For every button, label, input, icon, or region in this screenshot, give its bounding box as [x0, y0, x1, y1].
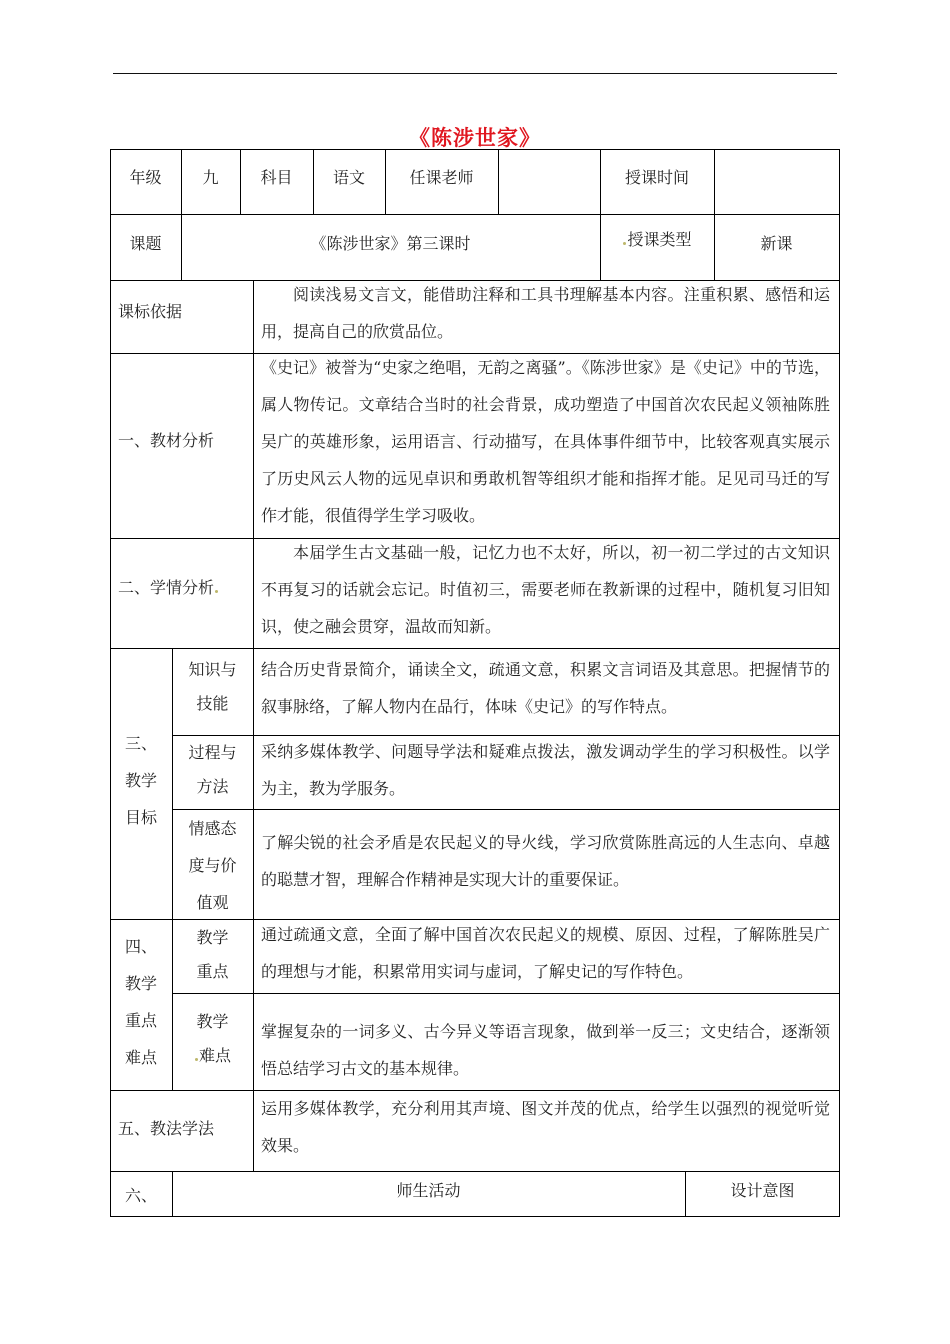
- lesson-type-value: 新课: [760, 234, 793, 253]
- difficulty-label-line2: [172, 1039, 253, 1073]
- lesson-type-label: [600, 221, 714, 258]
- subject-value: 语文: [332, 168, 365, 187]
- focus-text: 通过疏通文意，全面了解中国首次农民起义的规模、原因、过程，了解陈胜吴广的理想与才能，积累常用实词与虚词，了解史记的写作特色。: [261, 925, 830, 981]
- emotion-label-line1: 情感态: [188, 819, 237, 838]
- keypoints-label-line2: 教学: [124, 974, 157, 993]
- difficulty-label: [172, 1005, 253, 1073]
- emotion-text: 了解尖锐的社会矛盾是农民起义的导火线，学习欣赏陈胜高远的人生志向、卓越的聪慧才智，理解合作精神是实现大计的重要保证。: [261, 833, 830, 889]
- analysis-text: 《史记》被誉为“史家之绝唱，无韵之离骚”。《陈涉世家》是《史记》中的节选，属人物传记。文章结合当时的社会背景，成功塑造了中国首次农民起义领袖陈胜吴广的英雄形象，运用语言、行动描写，在具体事件细节中，比较客观真实展示了历史风云人物的远见卓识和勇敢机智等组织才能和指挥才能。足见司马迁的写作才能，很值得学生学习吸收。: [261, 358, 830, 525]
- process-label: [172, 736, 253, 804]
- students-label: [118, 569, 253, 606]
- methods-label: 五、教法学法: [118, 1119, 215, 1138]
- topic-value: 《陈涉世家》第三课时: [310, 234, 471, 253]
- emotion-label-line3: 值观: [196, 893, 229, 912]
- activities-label: 六、: [124, 1186, 157, 1205]
- process-label-line1: 过程与: [188, 743, 237, 762]
- analysis-label: 一、教材分析: [118, 431, 215, 450]
- keypoints-label: [110, 928, 172, 1076]
- mark-dot: [215, 590, 218, 593]
- knowledge-text: 结合历史背景简介，诵读全文，疏通文意，积累文言词语及其意思。把握情节的叙事脉络，了解人物内在品行，体味《史记》的写作特点。: [261, 660, 830, 716]
- subject-label: 科目: [260, 168, 293, 187]
- focus-label: [172, 921, 253, 989]
- mark-dot: [195, 1058, 198, 1061]
- keypoints-label-line1: 四、: [124, 937, 157, 956]
- difficulty-label-line2-text: 难点: [198, 1046, 231, 1065]
- lesson-type-label-text: 授课类型: [627, 230, 692, 249]
- process-text: 采纳多媒体教学、问题导学法和疑难点拨法，激发调动学生的学习积极性。以学为主，教为学服务。: [261, 742, 830, 798]
- focus-label-line1: 教学: [196, 928, 229, 947]
- standards-label: 课标依据: [118, 302, 183, 321]
- knowledge-label-line1: 知识与: [188, 660, 237, 679]
- document-title: 《陈涉世家》: [409, 125, 541, 150]
- teacher-label: 任课老师: [409, 168, 474, 187]
- difficulty-text: 掌握复杂的一词多义、古今异义等语言现象，做到举一反三；文史结合，逐渐领悟总结学习古文的基本规律。: [261, 1022, 830, 1078]
- focus-label-line2: 重点: [196, 962, 229, 981]
- students-text: 本届学生古文基础一般，记忆力也不太好，所以，初一初二学过的古文知识不再复习的话就会忘记。时值初三，需要老师在教新课的过程中，随机复习旧知识，使之融会贯穿，温故而知新。: [261, 543, 830, 636]
- header-rule: [113, 73, 837, 74]
- emotion-label: [172, 810, 253, 921]
- goals-label-line2: 教学: [124, 771, 157, 790]
- keypoints-label-line3: 重点: [124, 1011, 157, 1030]
- standards-text: 阅读浅易文言文，能借助注释和工具书理解基本内容。注重积累、感悟和运用，提高自己的欣赏品位。: [261, 285, 830, 341]
- activities-col-1: 师生活动: [396, 1181, 461, 1200]
- grade-value: 九: [202, 168, 219, 187]
- emotion-label-line2: 度与价: [188, 856, 237, 875]
- grade-label: 年级: [129, 168, 162, 187]
- knowledge-label-line2: 技能: [196, 694, 229, 713]
- students-label-text: 二、学情分析: [118, 578, 215, 597]
- topic-label: 课题: [129, 234, 162, 253]
- methods-text: 运用多媒体教学，充分利用其声境、图文并茂的优点，给学生以强烈的视觉听觉效果。: [261, 1099, 830, 1155]
- goals-label-line3: 目标: [124, 808, 157, 827]
- time-label: 授课时间: [624, 168, 689, 187]
- goals-label: [110, 725, 172, 836]
- process-label-line2: 方法: [196, 777, 229, 796]
- difficulty-label-line1: 教学: [196, 1012, 229, 1031]
- activities-col-2: 设计意图: [730, 1181, 795, 1200]
- knowledge-label: [172, 653, 253, 721]
- keypoints-label-line4: 难点: [124, 1048, 157, 1067]
- goals-label-line1: 三、: [124, 734, 157, 753]
